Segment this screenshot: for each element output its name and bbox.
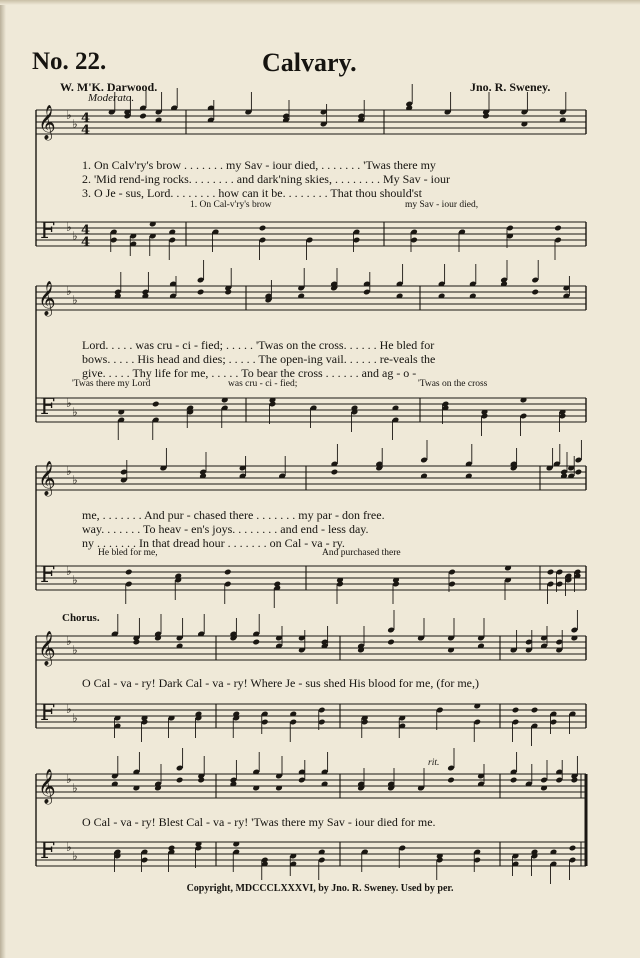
note-head xyxy=(224,569,232,576)
flat-icon: ♭ xyxy=(66,564,72,578)
treble-clef-icon: 𝄞 xyxy=(38,769,56,804)
flat-icon: ♭ xyxy=(66,108,72,122)
treble-clef-icon: 𝄞 xyxy=(38,631,56,666)
bass-cue-2b: was cru - ci - fied; xyxy=(228,379,298,389)
tempo-marking: Moderato. xyxy=(88,92,135,104)
note-head xyxy=(252,639,260,646)
flat-icon: ♭ xyxy=(66,702,72,716)
verse3-line1: 3. O Je - sus, Lord. . . . . . . . how can it be. . . . . . . . That thou should'st xyxy=(82,186,422,200)
chorus-line1: O Cal - va - ry! Dark Cal - va - ry! Where Je - sus shed His blood for me, (for me,) xyxy=(82,676,479,690)
verse3-line3: ny . . . . . . . In that dread hour . . . . . . . on Cal - va - ry. xyxy=(82,536,345,550)
flat-icon: ♭ xyxy=(66,464,72,478)
note-head xyxy=(510,777,518,784)
flat-icon: ♭ xyxy=(66,840,72,854)
note-head xyxy=(447,777,455,784)
note-head xyxy=(197,289,205,296)
note-head xyxy=(554,225,562,232)
verse1-line3: me, . . . . . . . And pur - chased there . . . . . . . my par - don free. xyxy=(82,508,385,522)
bass-cue-3b: And purchased there xyxy=(322,548,401,558)
flat-icon: ♭ xyxy=(72,293,78,307)
verse2-line3: way. . . . . . . To heav - en's joys. . . . . . . . and end - less day. xyxy=(82,522,369,536)
flat-icon: ♭ xyxy=(72,405,78,419)
hymn-number: No. 22. xyxy=(32,48,107,75)
treble-clef-icon: 𝄞 xyxy=(38,281,56,316)
time-signature-top: 4 xyxy=(81,111,91,126)
time-signature-top: 4 xyxy=(81,223,91,238)
verse2-line2: bows. . . . . His head and dies; . . . . . The open-ing vail. . . . . . re-veals the xyxy=(82,352,436,366)
bass-cue-2a: 'Twas there my Lord xyxy=(72,379,151,389)
bass-cue-3a: He bled for me, xyxy=(98,548,158,558)
note-head xyxy=(139,113,147,120)
note-head xyxy=(331,469,339,476)
bass-clef-icon: F xyxy=(40,563,56,588)
note-head xyxy=(547,569,555,576)
flat-icon: ♭ xyxy=(72,781,78,795)
verse3-line2: give. . . . . Thy life for me, . . . . . To bear the cross . . . . . . and ag - o - xyxy=(82,366,417,380)
hymn-title: Calvary. xyxy=(262,48,357,77)
flat-icon: ♭ xyxy=(66,634,72,648)
time-signature-bottom: 4 xyxy=(81,235,91,250)
flat-icon: ♭ xyxy=(66,772,72,786)
note-head xyxy=(569,845,577,852)
bass-clef-icon: F xyxy=(40,701,56,726)
verse1-line1: 1. On Calv'ry's brow . . . . . . . my Sav - iour died, . . . . . . . 'Twas there my xyxy=(82,158,436,172)
ritardando-marking: rit. xyxy=(428,758,440,768)
composer-credit: Jno. R. Sweney. xyxy=(470,80,551,94)
flat-icon: ♭ xyxy=(72,473,78,487)
flat-icon: ♭ xyxy=(66,284,72,298)
copyright-notice: Copyright, MDCCCLXXXVI, by Jno. R. Sweney. Used by per. xyxy=(186,883,454,894)
note-head xyxy=(176,777,184,784)
verse2-line1: 2. 'Mid rend-ing rocks. . . . . . . . and dark'ning skies, . . . . . . . . My Sav - iour xyxy=(82,172,450,186)
treble-clef-icon: 𝄞 xyxy=(38,105,56,140)
bass-cue-1b: my Sav - iour died, xyxy=(405,200,479,210)
note-head xyxy=(575,469,583,476)
note-head xyxy=(152,401,160,408)
bass-cue-2c: 'Twas on the cross xyxy=(418,379,488,389)
flat-icon: ♭ xyxy=(66,396,72,410)
bass-clef-icon: F xyxy=(40,219,56,244)
flat-icon: ♭ xyxy=(72,849,78,863)
note-head xyxy=(125,569,133,576)
verse1-line2: Lord. . . . . was cru - ci - fied; . . . . . 'Twas on the cross. . . . . . He bled for xyxy=(82,338,435,352)
flat-icon: ♭ xyxy=(72,643,78,657)
treble-clef-icon: 𝄞 xyxy=(38,461,56,496)
flat-icon: ♭ xyxy=(72,711,78,725)
note-head xyxy=(531,289,539,296)
chorus-label: Chorus. xyxy=(62,612,100,624)
flat-icon: ♭ xyxy=(72,573,78,587)
flat-icon: ♭ xyxy=(72,117,78,131)
chorus-line2: O Cal - va - ry! Blest Cal - va - ry! 'Twas there my Sav - iour died for me. xyxy=(82,815,436,829)
note-head xyxy=(512,707,520,714)
lyricist-credit: W. M'K. Darwood. xyxy=(60,80,158,94)
time-signature-bottom: 4 xyxy=(81,123,91,138)
bass-clef-icon: F xyxy=(40,839,56,864)
note-head xyxy=(259,225,267,232)
flat-icon: ♭ xyxy=(66,220,72,234)
note-head xyxy=(387,639,395,646)
flat-icon: ♭ xyxy=(72,229,78,243)
note-head xyxy=(531,707,539,714)
bass-clef-icon: F xyxy=(40,395,56,420)
bass-cue-1a: 1. On Cal-v'ry's brow xyxy=(190,200,272,210)
